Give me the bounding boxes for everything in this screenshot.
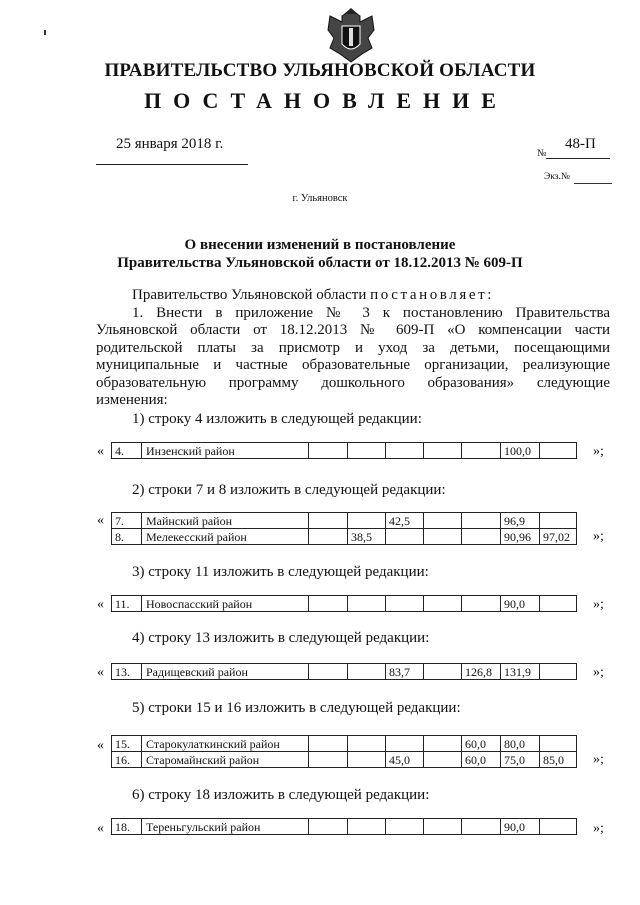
table-row — [112, 513, 577, 529]
table-cell: 45,0 — [386, 752, 424, 768]
table-cell: 15. — [112, 736, 142, 752]
table-cell — [386, 596, 424, 612]
table-cell: 85,0 — [540, 752, 577, 768]
government-heading: ПРАВИТЕЛЬСТВО УЛЬЯНОВСКОЙ ОБЛАСТИ — [104, 60, 536, 81]
amendment-table — [111, 663, 577, 680]
table-row — [112, 664, 577, 680]
table-cell: 80,0 — [501, 736, 540, 752]
table-cell: 131,9 — [501, 664, 540, 680]
table-row — [112, 819, 577, 835]
document-date: 25 января 2018 г. — [116, 136, 224, 152]
table-cell — [424, 752, 462, 768]
table-cell: 42,5 — [386, 513, 424, 529]
section-heading: 3) строку 11 изложить в следующей редакции: — [132, 564, 429, 580]
table-cell — [348, 443, 386, 459]
table-cell: 38,5 — [348, 529, 386, 545]
table-cell: 90,0 — [501, 596, 540, 612]
table-cell — [348, 513, 386, 529]
quote-close: »; — [593, 444, 604, 459]
quote-close: »; — [593, 821, 604, 836]
table-cell: 96,9 — [501, 513, 540, 529]
table-cell: 100,0 — [501, 443, 540, 459]
table-cell: 60,0 — [462, 752, 501, 768]
district-name: Старомайнский район — [142, 752, 309, 768]
section-heading: 5) строки 15 и 16 изложить в следующей редакции: — [132, 700, 461, 716]
table-cell: 90,0 — [501, 819, 540, 835]
table-cell — [540, 596, 577, 612]
item1-line-2: Ульяновской области от 18.12.2013 № 609-П «О компенсации части — [96, 322, 610, 338]
table-cell — [540, 819, 577, 835]
item1-line-4: муниципальные и частные образовательные организации, реализующие — [96, 357, 610, 373]
table-cell: 4. — [112, 443, 142, 459]
item1-line-3: родительской платы за присмотр и уход за детьми, посещающими — [96, 339, 610, 356]
table-cell — [462, 443, 501, 459]
date-underline — [96, 164, 248, 165]
table-cell — [462, 513, 501, 529]
quote-open: « — [97, 597, 104, 612]
table-cell — [462, 819, 501, 835]
table-cell: 60,0 — [462, 736, 501, 752]
table-cell — [348, 736, 386, 752]
copy-number-label: Экз.№ — [544, 172, 570, 182]
table-cell: 75,0 — [501, 752, 540, 768]
table-cell — [462, 529, 501, 545]
document-title — [0, 236, 640, 272]
table-cell — [424, 736, 462, 752]
quote-open: « — [97, 513, 104, 528]
quote-close: »; — [593, 752, 604, 767]
scan-mark — [44, 30, 46, 35]
section-heading: 2) строки 7 и 8 изложить в следующей редакции: — [132, 482, 446, 498]
table-cell: 16. — [112, 752, 142, 768]
district-name: Тереньгульский район — [142, 819, 309, 835]
table-row — [112, 752, 577, 768]
table-cell: 97,02 — [540, 529, 577, 545]
document-type-heading: ПОСТАНОВЛЕНИЕ — [144, 88, 508, 113]
table-cell — [540, 513, 577, 529]
table-cell — [424, 664, 462, 680]
table-cell: 8. — [112, 529, 142, 545]
quote-close: »; — [593, 665, 604, 680]
table-cell — [540, 736, 577, 752]
table-cell: 13. — [112, 664, 142, 680]
table-cell — [386, 443, 424, 459]
table-cell — [424, 596, 462, 612]
quote-open: « — [97, 444, 104, 459]
table-cell — [309, 513, 348, 529]
table-cell — [348, 596, 386, 612]
table-row — [112, 736, 577, 752]
table-cell — [348, 664, 386, 680]
table-cell: 90,96 — [501, 529, 540, 545]
quote-open: « — [97, 821, 104, 836]
table-cell — [309, 736, 348, 752]
table-cell: 11. — [112, 596, 142, 612]
district-name: Инзенский район — [142, 443, 309, 459]
quote-close: »; — [593, 529, 604, 544]
table-cell — [309, 529, 348, 545]
table-cell — [386, 819, 424, 835]
table-cell — [309, 443, 348, 459]
item1-line-6: изменения: — [96, 392, 168, 408]
table-row — [112, 596, 577, 612]
quote-open: « — [97, 665, 104, 680]
table-cell — [424, 529, 462, 545]
table-cell: 126,8 — [462, 664, 501, 680]
table-cell — [309, 752, 348, 768]
document-number: 48-П — [565, 136, 596, 152]
table-cell — [386, 529, 424, 545]
intro-text: Правительство Ульяновской области — [132, 287, 367, 303]
table-cell — [309, 596, 348, 612]
quote-open: « — [97, 738, 104, 753]
table-row — [112, 443, 577, 459]
table-cell — [348, 819, 386, 835]
table-cell — [424, 819, 462, 835]
district-name: Радищевский район — [142, 664, 309, 680]
district-name: Майнский район — [142, 513, 309, 529]
district-name: Новоспасский район — [142, 596, 309, 612]
district-name: Мелекесский район — [142, 529, 309, 545]
section-heading: 4) строку 13 изложить в следующей редакции: — [132, 630, 430, 646]
table-cell: 18. — [112, 819, 142, 835]
section-heading: 6) строку 18 изложить в следующей редакции: — [132, 787, 430, 803]
table-cell — [462, 596, 501, 612]
body-intro — [96, 287, 610, 410]
table-cell — [540, 664, 577, 680]
table-cell — [424, 443, 462, 459]
amendment-table — [111, 595, 577, 612]
title-line-1: О внесении изменений в постановление — [184, 237, 456, 253]
table-cell: 7. — [112, 513, 142, 529]
quote-close: »; — [593, 597, 604, 612]
amendment-table — [111, 442, 577, 459]
table-row — [112, 529, 577, 545]
table-cell — [540, 443, 577, 459]
item1-line-1: 1. Внести в приложение № 3 к постановлению Правительства — [132, 304, 610, 321]
amendment-table — [111, 818, 577, 835]
item1-line-5: образовательную программу дошкольного образования» следующие — [96, 374, 610, 391]
intro-line — [96, 287, 610, 305]
city-label: г. Ульяновск — [292, 193, 348, 204]
section-heading: 1) строку 4 изложить в следующей редакции: — [132, 411, 422, 427]
number-underline — [546, 158, 610, 159]
number-sign: № — [537, 148, 547, 159]
title-line-2: Правительства Ульяновской области от 18.12.2013 № 609-П — [117, 255, 523, 271]
table-cell — [424, 513, 462, 529]
amendment-table — [111, 735, 577, 768]
table-cell — [309, 664, 348, 680]
district-name: Старокулаткинский район — [142, 736, 309, 752]
amendment-table — [111, 512, 577, 545]
copy-number-underline — [574, 183, 612, 184]
intro-verb: постановляет: — [370, 287, 495, 303]
table-cell — [348, 752, 386, 768]
table-cell — [309, 819, 348, 835]
coat-of-arms-emblem — [322, 8, 380, 64]
table-cell: 83,7 — [386, 664, 424, 680]
table-cell — [386, 736, 424, 752]
